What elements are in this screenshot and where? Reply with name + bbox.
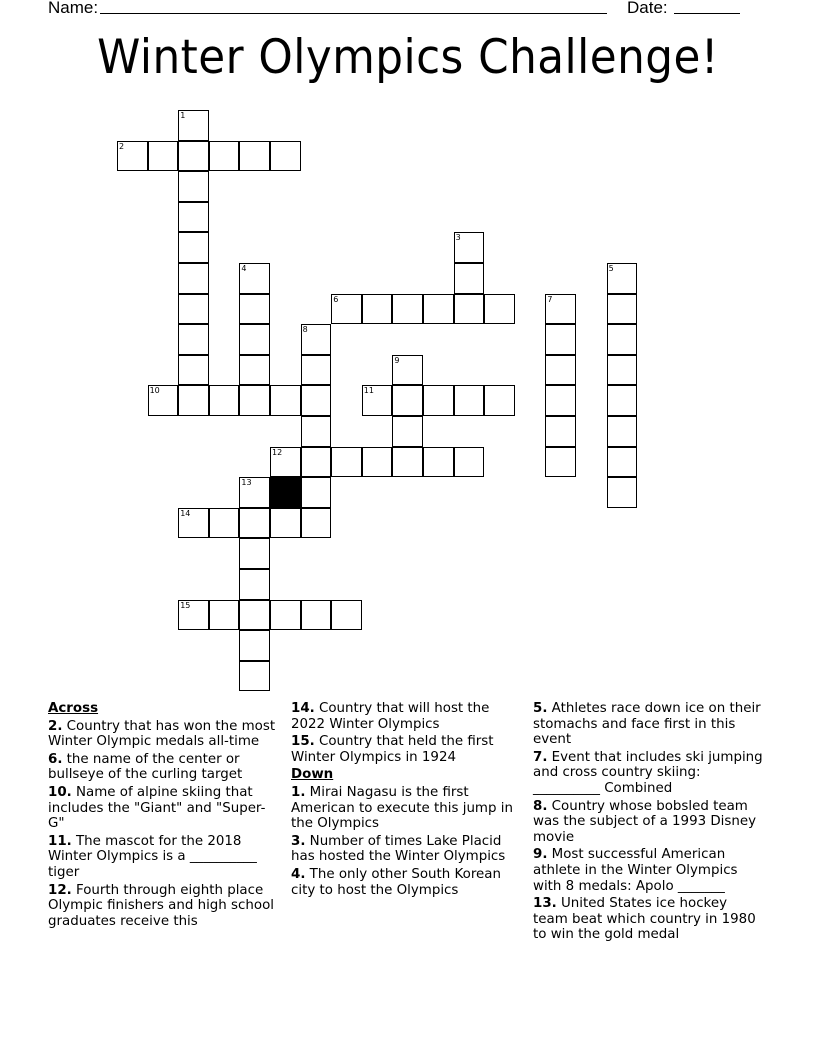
crossword-cell[interactable] <box>362 385 393 416</box>
date-label: Date: <box>627 0 668 17</box>
clue-across-2 <box>48 719 280 750</box>
crossword-cell[interactable] <box>545 416 576 447</box>
cell-number: 3 <box>455 233 461 243</box>
crossword-cell[interactable] <box>178 171 209 202</box>
crossword-cell[interactable] <box>392 385 423 416</box>
crossword-cell[interactable] <box>331 600 362 631</box>
clue-across-14 <box>291 701 527 732</box>
crossword-cell[interactable] <box>301 324 332 355</box>
across-heading: Across <box>48 701 99 716</box>
clue-across-12 <box>48 883 280 930</box>
crossword-cell[interactable] <box>239 355 270 386</box>
crossword-cell[interactable] <box>362 447 393 478</box>
cell-number: 7 <box>547 294 553 304</box>
crossword-cell[interactable] <box>454 447 485 478</box>
clue-text: Country that has won the most Winter Olympic medals all-time <box>48 718 276 750</box>
crossword-cell[interactable] <box>423 294 454 325</box>
crossword-cell[interactable] <box>454 263 485 294</box>
crossword-cell[interactable] <box>545 385 576 416</box>
crossword-cell[interactable] <box>545 324 576 355</box>
crossword-cell[interactable] <box>239 477 270 508</box>
clue-down-3 <box>291 834 527 865</box>
crossword-cell[interactable] <box>209 508 240 539</box>
crossword-cell[interactable] <box>301 600 332 631</box>
cell-number: 2 <box>119 141 125 151</box>
cell-number: 11 <box>363 386 374 396</box>
clue-number: 2. <box>48 718 63 734</box>
crossword-cell[interactable] <box>178 263 209 294</box>
crossword-cell[interactable] <box>178 600 209 631</box>
crossword-cell[interactable] <box>301 477 332 508</box>
clue-across-6 <box>48 752 280 783</box>
crossword-cell[interactable] <box>362 294 393 325</box>
crossword-cell[interactable] <box>484 385 515 416</box>
crossword-cell[interactable] <box>331 447 362 478</box>
crossword-cell[interactable] <box>545 355 576 386</box>
cell-number: 13 <box>241 478 252 488</box>
crossword-cell[interactable] <box>607 447 638 478</box>
crossword-cell[interactable] <box>331 294 362 325</box>
crossword-cell[interactable] <box>607 477 638 508</box>
crossword-cell[interactable] <box>239 263 270 294</box>
cell-number: 10 <box>149 386 160 396</box>
name-label: Name: <box>48 0 99 17</box>
crossword-cell[interactable] <box>454 294 485 325</box>
crossword-cell[interactable] <box>209 141 240 172</box>
clue-text: Event that includes ski jumping and cross country skiing: __________ Combined <box>533 749 763 796</box>
clue-number: 4. <box>291 866 306 882</box>
crossword-cell[interactable] <box>301 385 332 416</box>
crossword-block <box>270 477 301 508</box>
crossword-cell[interactable] <box>239 324 270 355</box>
clue-across-10 <box>48 785 280 832</box>
crossword-cell[interactable] <box>454 232 485 263</box>
clues-column-2 <box>291 701 527 900</box>
clue-number: 3. <box>291 833 306 849</box>
clue-number: 15. <box>291 734 315 750</box>
crossword-cell[interactable] <box>301 416 332 447</box>
clue-down-7 <box>533 750 765 797</box>
crossword-cell[interactable] <box>270 141 301 172</box>
crossword-cell[interactable] <box>239 385 270 416</box>
clue-down-9 <box>533 847 765 894</box>
crossword-cell[interactable] <box>301 355 332 386</box>
clue-down-13 <box>533 896 765 943</box>
cell-number: 5 <box>608 264 614 273</box>
crossword-cell[interactable] <box>270 508 301 539</box>
crossword-cell[interactable] <box>239 661 270 692</box>
crossword-cell[interactable] <box>239 569 270 600</box>
clue-number: 9. <box>533 847 548 863</box>
crossword-cell[interactable] <box>239 600 270 631</box>
clue-text: the name of the center or bullseye of the curling target <box>48 751 243 783</box>
cell-number: 12 <box>272 447 283 457</box>
crossword-cell[interactable] <box>270 600 301 631</box>
crossword-cell[interactable] <box>270 385 301 416</box>
crossword-cell[interactable] <box>392 294 423 325</box>
cell-number: 15 <box>180 600 191 610</box>
crossword-cell[interactable] <box>301 508 332 539</box>
clue-down-4 <box>291 867 527 898</box>
clue-number: 11. <box>48 833 72 849</box>
clue-down-1 <box>291 785 527 832</box>
clue-text: Country that held the first Winter Olympics in 1924 <box>291 734 494 765</box>
crossword-cell[interactable] <box>607 294 638 325</box>
clue-text: Athletes race down ice on their stomachs and face first in this event <box>533 701 761 748</box>
crossword-cell[interactable] <box>423 385 454 416</box>
crossword-cell[interactable] <box>392 355 423 386</box>
clue-number: 14. <box>291 701 315 716</box>
crossword-cell[interactable] <box>239 141 270 172</box>
clue-across-11 <box>48 834 280 881</box>
crossword-cell[interactable] <box>545 294 576 325</box>
crossword-cell[interactable] <box>178 202 209 233</box>
clue-number: 12. <box>48 882 72 898</box>
crossword-cell[interactable] <box>607 416 638 447</box>
clue-number: 8. <box>533 798 548 814</box>
clue-text: Most successful American athlete in the Winter Olympics with 8 medals: Apolo _______ <box>533 847 738 894</box>
crossword-cell[interactable] <box>301 447 332 478</box>
crossword-cell[interactable] <box>607 263 638 294</box>
crossword-cell[interactable] <box>270 447 301 478</box>
clue-text: Mirai Nagasu is the first American to execute this jump in the Olympics <box>291 784 513 832</box>
crossword-cell[interactable] <box>484 294 515 325</box>
clue-text: United States ice hockey team beat which country in 1980 to win the gold medal <box>533 896 756 943</box>
crossword-cell[interactable] <box>209 600 240 631</box>
crossword-cell[interactable] <box>178 232 209 263</box>
clue-text: The only other South Korean city to host the Olympics <box>291 866 501 898</box>
clues-column-3 <box>533 701 765 945</box>
crossword-cell[interactable] <box>209 385 240 416</box>
cell-number: 14 <box>180 508 191 518</box>
crossword-cell[interactable] <box>117 141 148 172</box>
cell-number: 1 <box>180 111 186 120</box>
crossword-cell[interactable] <box>178 385 209 416</box>
crossword-cell[interactable] <box>392 416 423 447</box>
crossword-cell[interactable] <box>148 385 179 416</box>
crossword-cell[interactable] <box>454 385 485 416</box>
clue-number: 7. <box>533 749 548 765</box>
clue-down-5 <box>533 701 765 748</box>
page-title: Winter Olympics Challenge! <box>97 30 719 85</box>
crossword-cell[interactable] <box>178 355 209 386</box>
clue-text: Number of times Lake Placid has hosted the Winter Olympics <box>291 833 506 865</box>
crossword-cell[interactable] <box>178 294 209 325</box>
crossword-cell[interactable] <box>607 324 638 355</box>
clue-text: Country whose bobsled team was the subject of a 1993 Disney movie <box>533 798 757 845</box>
crossword-cell[interactable] <box>148 141 179 172</box>
crossword-cell[interactable] <box>607 355 638 386</box>
crossword-cell[interactable] <box>239 538 270 569</box>
crossword-cell[interactable] <box>178 324 209 355</box>
clue-number: 10. <box>48 784 72 800</box>
cell-number: 6 <box>333 294 339 304</box>
clue-text: Country that will host the 2022 Winter Olympics <box>291 701 490 732</box>
clue-down-8 <box>533 799 765 846</box>
crossword-cell[interactable] <box>178 110 209 141</box>
clue-text: Name of alpine skiing that includes the "Giant" and "Super-G" <box>48 784 266 832</box>
cell-number: 8 <box>302 325 308 335</box>
crossword-cell[interactable] <box>239 508 270 539</box>
clue-number: 5. <box>533 701 548 716</box>
clue-number: 13. <box>533 896 557 912</box>
clue-text: The mascot for the 2018 Winter Olympics is a __________ tiger <box>48 833 257 880</box>
down-heading: Down <box>291 767 334 783</box>
cell-number: 4 <box>241 264 247 273</box>
crossword-cell[interactable] <box>239 294 270 325</box>
cell-number: 9 <box>394 355 400 365</box>
crossword-cell[interactable] <box>545 447 576 478</box>
clue-text: Fourth through eighth place Olympic finishers and high school graduates receive this <box>48 882 274 929</box>
crossword-cell[interactable] <box>178 141 209 172</box>
clues-column-1 <box>48 701 280 931</box>
clue-number: 6. <box>48 751 63 767</box>
crossword-cell[interactable] <box>423 447 454 478</box>
crossword-cell[interactable] <box>607 385 638 416</box>
clue-number: 1. <box>291 784 306 800</box>
crossword-cell[interactable] <box>239 630 270 661</box>
clue-across-15 <box>291 734 527 765</box>
crossword-cell[interactable] <box>178 508 209 539</box>
crossword-cell[interactable] <box>392 447 423 478</box>
